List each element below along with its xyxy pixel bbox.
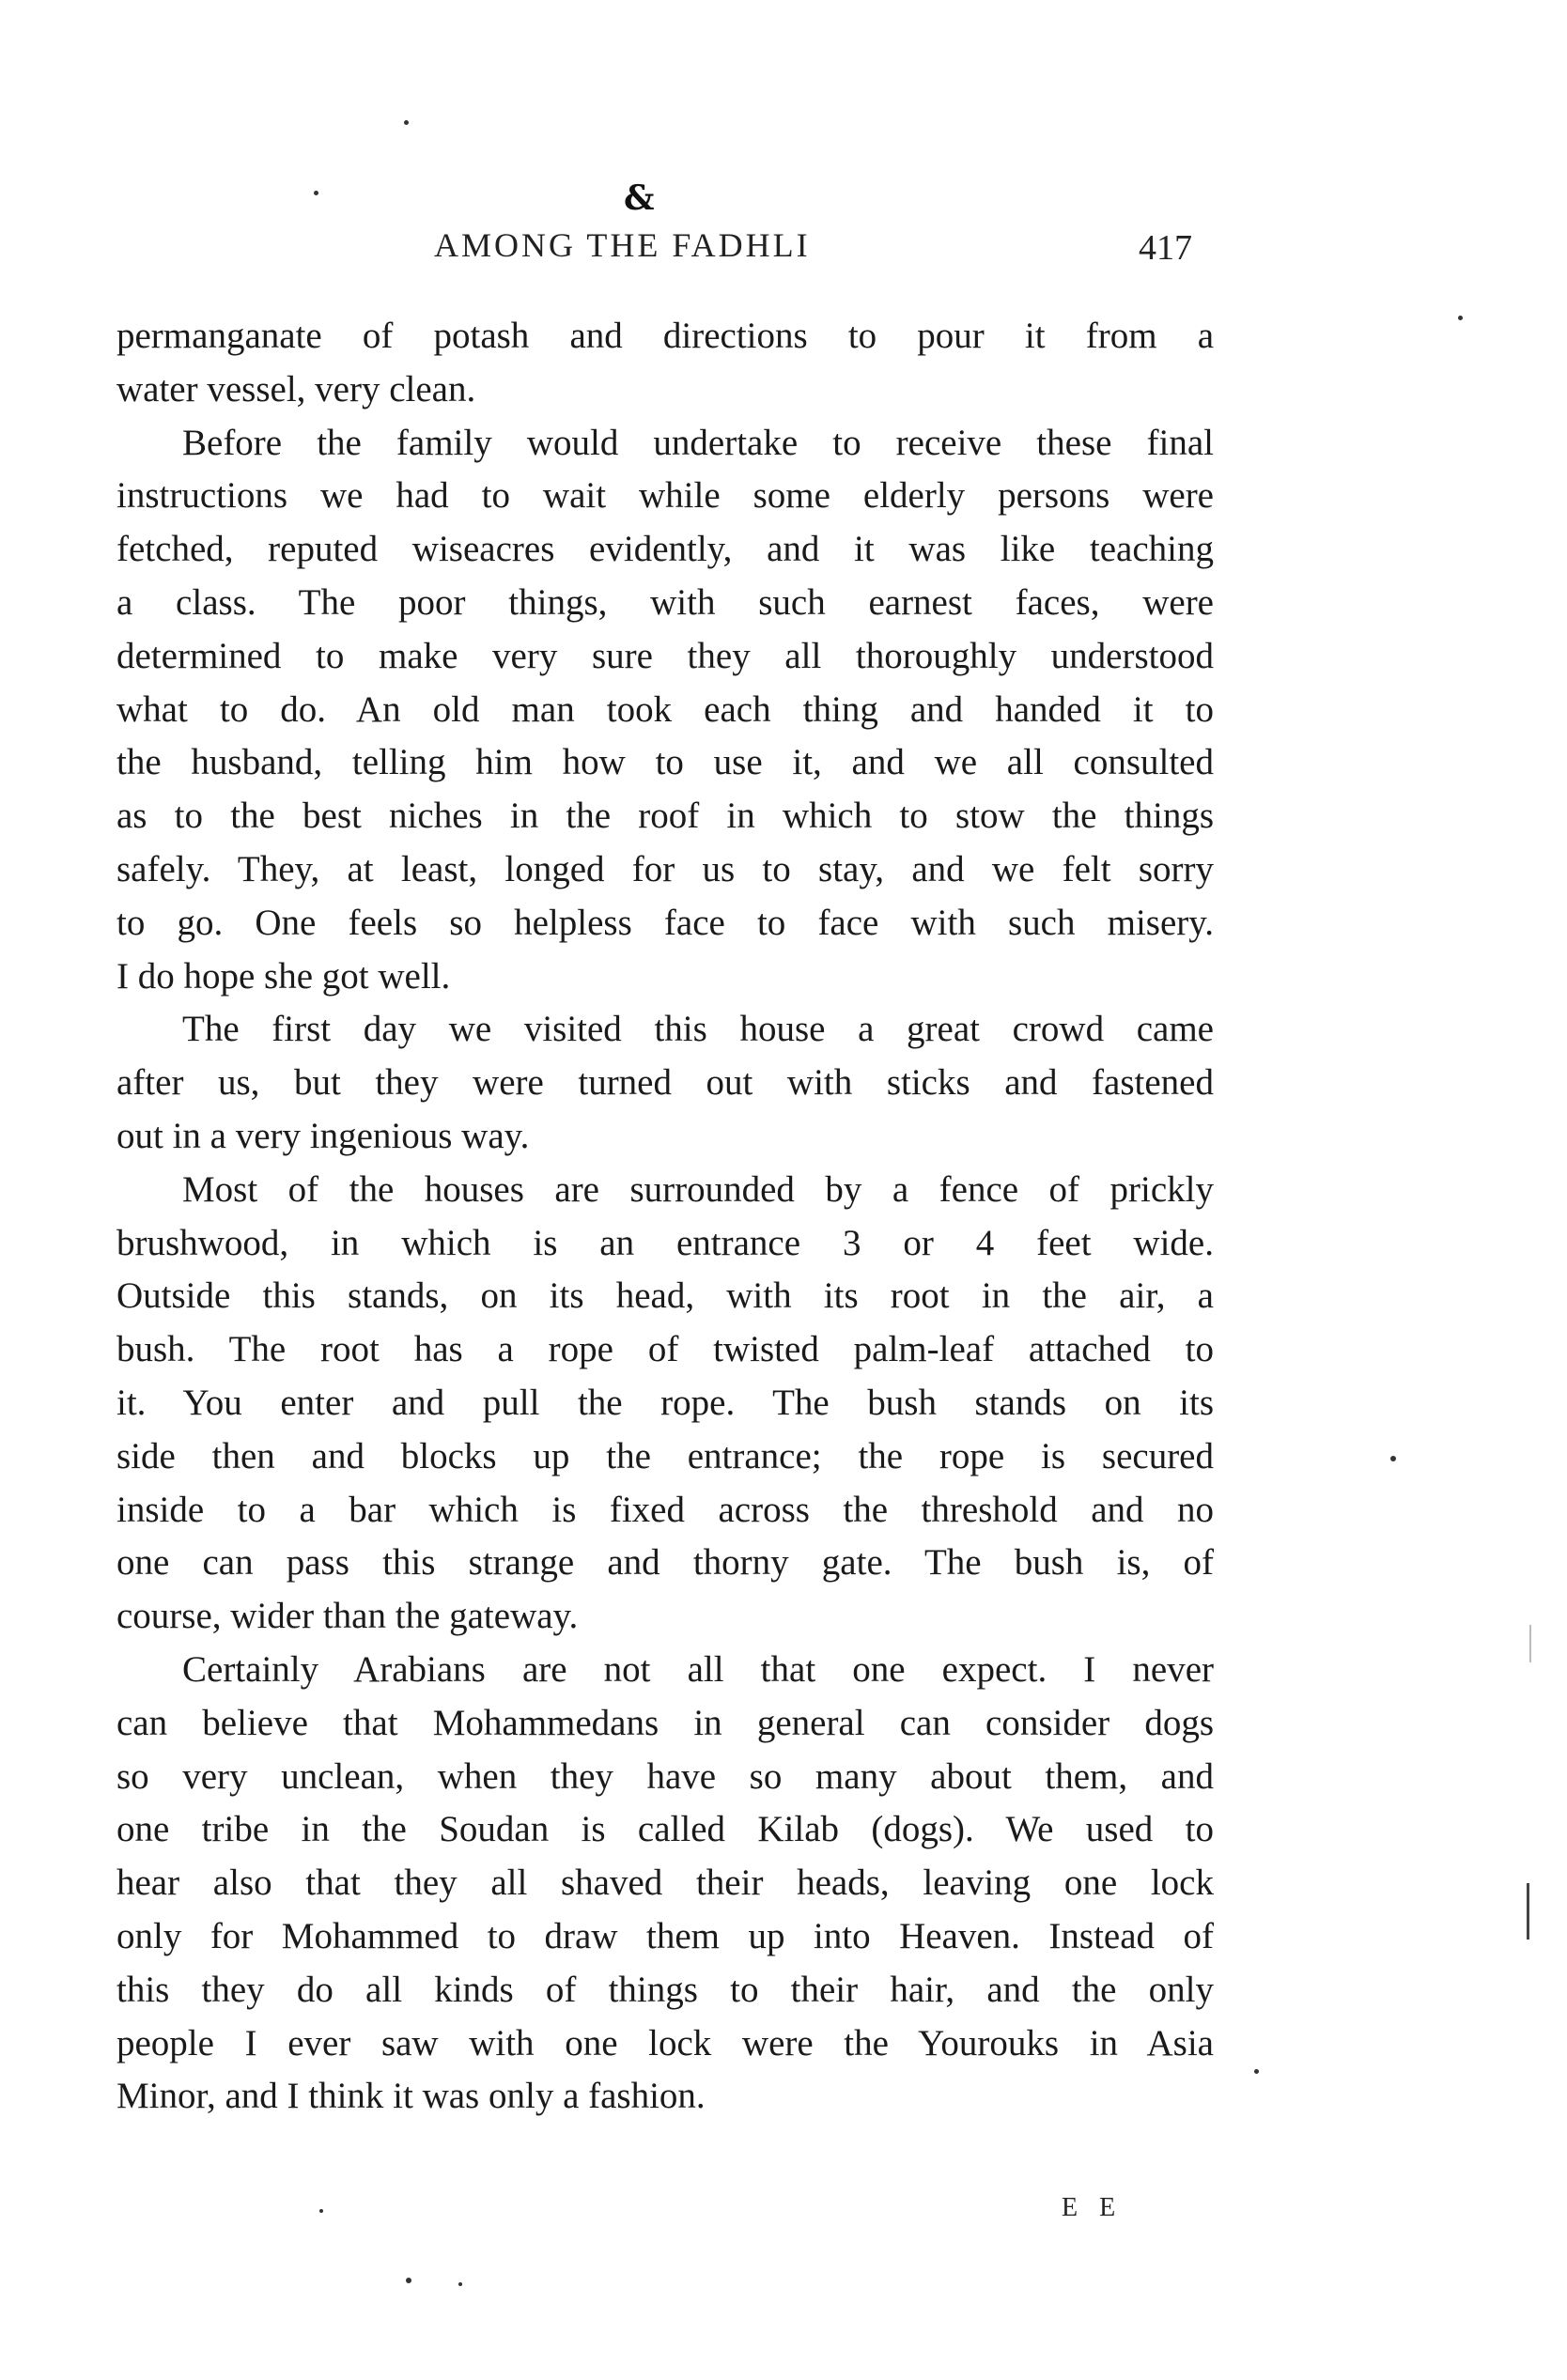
scan-speck	[319, 2209, 323, 2213]
body-text	[116, 310, 1214, 2124]
scan-mark	[1527, 1883, 1529, 1940]
page-number: 417	[1139, 228, 1192, 268]
text-line: the husband, telling him how to use it, and we all consulted	[116, 742, 1214, 783]
scan-speck	[458, 2282, 462, 2286]
text-line: inside to a bar which is fixed across the threshold and no	[116, 1489, 1214, 1530]
paragraph-3	[116, 1003, 1214, 1163]
text-line: The first day we visited this house a great crowd came	[182, 1009, 1214, 1050]
scan-speck	[406, 2278, 411, 2283]
running-head	[0, 225, 1567, 282]
scan-speck	[1254, 2069, 1259, 2074]
text-line: side then and blocks up the entrance; the rope is secured	[116, 1435, 1214, 1476]
text-line: hear also that they all shaved their heads, leaving one lock	[116, 1862, 1214, 1904]
text-line: Outside this stands, on its head, with its root in the air, a	[116, 1275, 1214, 1317]
text-line: a class. The poor things, with such earnest faces, were	[116, 581, 1214, 623]
text-line: after us, but they were turned out with sticks and fastened	[116, 1062, 1214, 1104]
text-line: instructions we had to wait while some elderly persons were	[116, 475, 1214, 517]
text-line: only for Mohammed to draw them up into Heaven. Instead of	[116, 1915, 1214, 1956]
text-line: one can pass this strange and thorny gate. The bush is, of	[116, 1542, 1214, 1584]
text-line: Before the family would undertake to receive these final	[182, 422, 1214, 463]
paragraph-1	[116, 310, 1214, 417]
text-line: people I ever saw with one lock were the Yourouks in Asia	[116, 2022, 1214, 2063]
text-line: water vessel, very clean.	[116, 368, 476, 410]
text-line: so very unclean, when they have so many about them, and	[116, 1755, 1214, 1797]
text-line: safely. They, at least, longed for us to stay, and we felt sorry	[116, 848, 1214, 889]
paragraph-5	[116, 1644, 1214, 2124]
signature-mark: E E	[1062, 2193, 1124, 2222]
text-line: to go. One feels so helpless face to face with such misery.	[116, 902, 1214, 943]
paragraph-2	[116, 417, 1214, 1004]
text-line: course, wider than the gateway.	[116, 1596, 579, 1637]
ornament-mark: &	[624, 178, 655, 218]
scan-speck	[314, 191, 318, 195]
text-line: determined to make very sure they all thoroughly understood	[116, 635, 1214, 676]
text-line: can believe that Mohammedans in general can consider dogs	[116, 1702, 1214, 1743]
running-title: AMONG THE FADHLI	[434, 226, 811, 264]
text-line: I do hope she got well.	[116, 955, 451, 997]
text-line: brushwood, in which is an entrance 3 or 4 feet wide.	[116, 1222, 1214, 1263]
text-line: Most of the houses are surrounded by a fence of prickly	[182, 1168, 1214, 1210]
scan-speck	[404, 120, 409, 125]
scan-mark	[1529, 1625, 1531, 1662]
text-line: Certainly Arabians are not all that one expect. I never	[182, 1648, 1214, 1690]
text-line: out in a very ingenious way.	[116, 1115, 530, 1156]
text-line: Minor, and I think it was only a fashion.	[116, 2076, 706, 2117]
text-line: permanganate of potash and directions to pour it from a	[116, 316, 1214, 356]
scan-speck	[1458, 316, 1463, 320]
text-line: this they do all kinds of things to their hair, and the only	[116, 1969, 1214, 2010]
text-line: fetched, reputed wiseacres evidently, and it was like teaching	[116, 529, 1214, 570]
paragraph-4	[116, 1164, 1214, 1644]
text-line: what to do. An old man took each thing and handed it to	[116, 688, 1214, 730]
text-line: as to the best niches in the roof in which to stow the things	[116, 796, 1214, 837]
text-line: it. You enter and pull the rope. The bush stands on its	[116, 1382, 1214, 1423]
text-line: bush. The root has a rope of twisted palm-leaf attached to	[116, 1329, 1214, 1370]
text-line: one tribe in the Soudan is called Kilab (dogs). We used to	[116, 1809, 1214, 1850]
scan-speck	[1390, 1456, 1396, 1461]
